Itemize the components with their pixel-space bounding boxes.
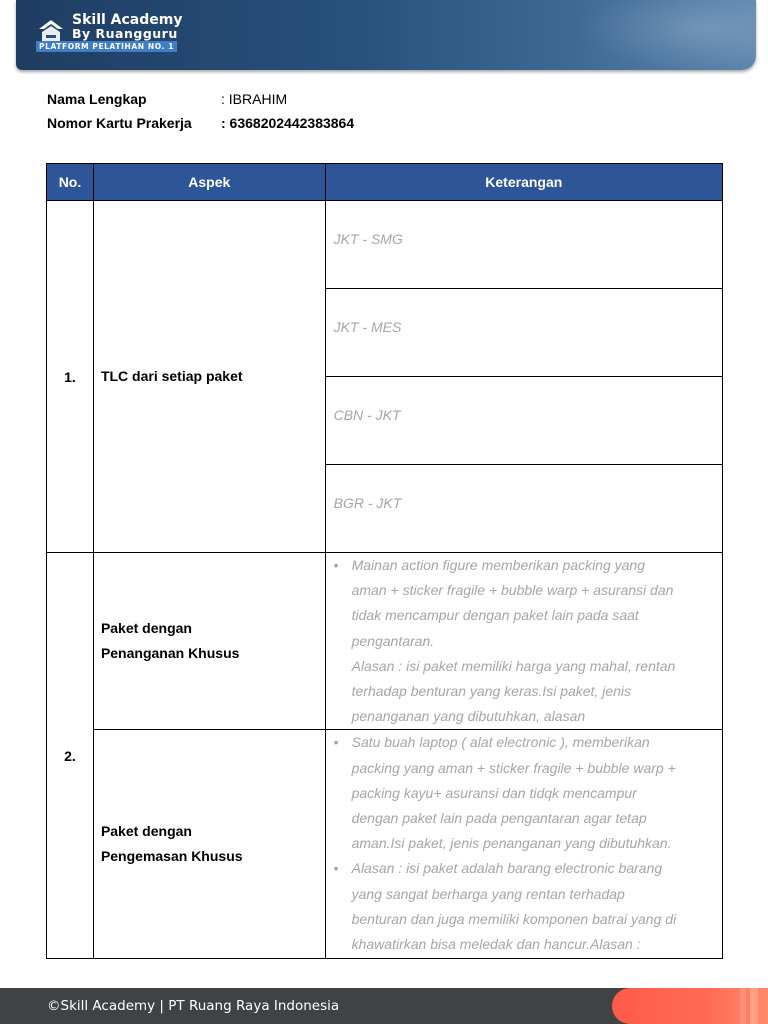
card-value: : 6368202442383864 [221, 115, 355, 131]
text-line: • Alasan : isi paket adalah barang electronic barang [351, 860, 663, 877]
header-keterangan: Keterangan [325, 164, 722, 201]
card-row [47, 111, 354, 135]
route-cell: JKT - MES [325, 289, 722, 377]
name-label: Nama Lengkap [47, 91, 147, 107]
table-row [47, 730, 723, 959]
text-line: • Mainan action figure memberikan packing yang [351, 557, 645, 573]
aspect-line: Paket dengan [100, 823, 192, 840]
aspect-cell [93, 553, 325, 730]
brand-title: Skill Academy [72, 12, 183, 28]
aspect-line: Paket dengan [100, 620, 192, 637]
header-aspek: Aspek [93, 164, 325, 201]
text-line: terhadap benturan yang keras.Isi paket, jenis [351, 683, 632, 700]
list-item [334, 730, 714, 856]
name-row [47, 87, 354, 111]
text-line: Alasan : isi paket memiliki harga yang mahal, rentan [351, 657, 676, 674]
aspect-cell [93, 730, 325, 959]
header-banner [16, 0, 756, 70]
footer-copyright: ©Skill Academy | PT Ruang Raya Indonesia [47, 998, 340, 1014]
route-cell: JKT - SMG [325, 201, 722, 289]
text-line: penanganan yang dibutuhkan, alasan [351, 708, 586, 725]
aspect-line: Pengemasan Khusus [100, 848, 243, 865]
participant-info [47, 87, 354, 135]
text-line: tidak mencampur dengan paket lain pada saat [351, 607, 639, 624]
text-line: khawatirkan bisa meledak dan hancur.Alasan : [351, 936, 641, 953]
footer-stripe [740, 988, 746, 1024]
route-cell: BGR - JKT [325, 465, 722, 553]
list-item [334, 856, 714, 957]
text-line: pengantaran. [351, 632, 435, 649]
table-header-row [47, 164, 723, 201]
text-line: aman.Isi paket, jenis penanganan yang dibutuhkan. [351, 835, 672, 852]
row-number: 1. [47, 201, 94, 553]
text-line: packing kayu+ asuransi dan tidqk mencampur [351, 784, 637, 801]
text-line: • Satu buah laptop ( alat electronic ), memberikan [351, 734, 650, 751]
table-row [47, 553, 723, 730]
brand-tagline: PLATFORM PELATIHAN NO. 1 [36, 41, 177, 52]
text-line: benturan dan juga memiliki komponen batrai yang di [351, 910, 677, 927]
card-label: Nomor Kartu Prakerja [47, 115, 192, 131]
route-cell: CBN - JKT [325, 377, 722, 465]
text-line: aman + sticker fragile + bubble warp + asuransi dan [351, 582, 674, 599]
list-item [334, 553, 714, 729]
text-line: yang sangat berharga yang rentan terhadap [351, 885, 625, 902]
brand-subtitle: By Ruangguru [72, 26, 178, 41]
header-no: No. [47, 164, 94, 201]
footer-bar [0, 988, 768, 1024]
row-number: 2. [47, 553, 94, 959]
text-line: dengan paket lain pada pengantaran agar tetap [351, 810, 647, 827]
description-cell [325, 730, 722, 959]
text-line: packing yang aman + sticker fragile + bubble warp + [351, 759, 676, 776]
aspect-line: Penanganan Khusus [100, 645, 240, 662]
header-decoration [576, 0, 756, 70]
table-row [47, 201, 723, 289]
assessment-table [46, 163, 723, 959]
description-cell [325, 553, 722, 730]
name-value: : IBRAHIM [221, 91, 288, 107]
aspect-cell: TLC dari setiap paket [93, 201, 325, 553]
footer-stripe [750, 988, 758, 1024]
